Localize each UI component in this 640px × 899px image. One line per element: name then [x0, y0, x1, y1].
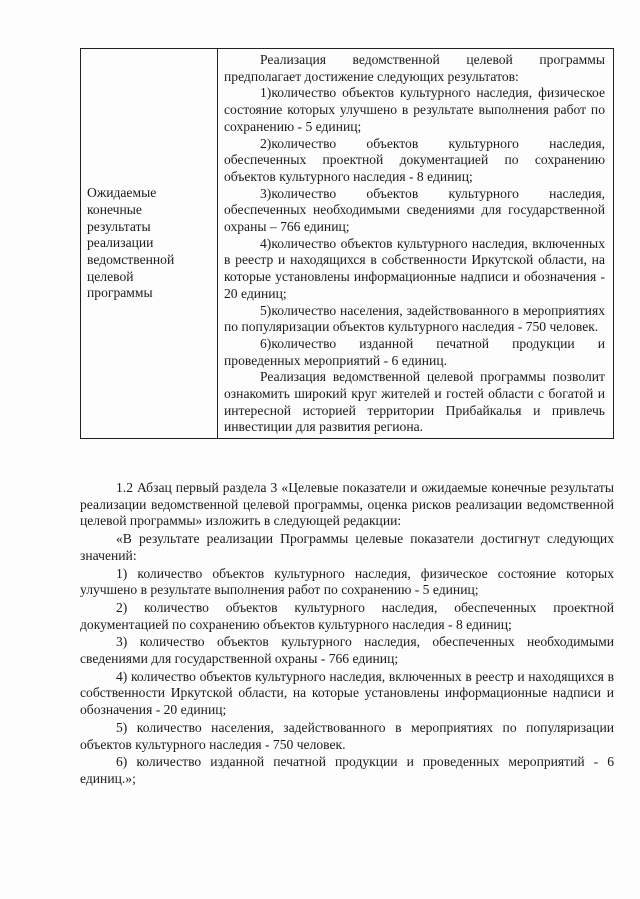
body-list-item: 1) количество объектов культурного наследия, физическое состояние которых улучшено в результате выполнения работ по сохранению - 5 единиц; — [80, 565, 614, 598]
body-list-item: 4) количество объектов культурного наследия, включенных в реестр и находящихся в собственности Иркутской области, на которые установлены информационные надписи и обозначения - 20 единиц; — [80, 668, 614, 718]
table-paragraph: 1)количество объектов культурного наследия, физическое состояние которых улучшено в результате выполнения работ по сохранению - 5 единиц; — [224, 85, 605, 134]
table-cell-label — [81, 49, 218, 439]
results-table — [80, 48, 614, 439]
body-list-item: 5) количество населения, задействованного в мероприятиях по популяризации объектов культурного наследия - 750 человек. — [80, 719, 614, 752]
body-list-item: 2) количество объектов культурного наследия, обеспеченных проектной документацией по сохранению объектов культурного наследия - 8 единиц; — [80, 599, 614, 632]
table-paragraph: 4)количество объектов культурного наследия, включенных в реестр и находящихся в собственности Иркутской области, на которые установлены информационные надписи и обозначения - 20 единиц; — [224, 235, 605, 301]
table-row — [81, 49, 614, 439]
table-paragraph: 2)количество объектов культурного наследия, обеспеченных проектной документацией по сохранению объектов культурного наследия - 8 единиц; — [224, 135, 605, 184]
body-text — [80, 480, 614, 789]
row-label: Ожидаемые конечные результаты реализации ведомственной целевой программы — [87, 185, 175, 301]
body-list-item: 6) количество изданной печатной продукции и проведенных мероприятий - 6 единиц.»; — [80, 754, 614, 786]
table-paragraph: Реализация ведомственной целевой программы предполагает достижение следующих результатов: — [224, 52, 605, 84]
table-cell-content — [218, 49, 614, 439]
body-list-item: 3) количество объектов культурного наследия, обеспеченных необходимыми сведениями для государственной охраны - 766 единиц; — [80, 634, 614, 667]
table-paragraph: 3)количество объектов культурного наследия, обеспеченных необходимыми сведениями для государственной охраны – 766 единиц; — [224, 185, 605, 235]
table-paragraph: 6)количество изданной печатной продукции и проведенных мероприятий - 6 единиц. — [224, 335, 605, 368]
body-paragraph: 1.2 Абзац первый раздела 3 «Целевые показатели и ожидаемые конечные результаты реализации ведомственной целевой программы, оценка рисков реализации ведомственной целевой программы» изложить в следующей редакции: — [80, 480, 614, 529]
table-paragraph: 5)количество населения, задействованного в мероприятиях по популяризации объектов культурного наследия - 750 человек. — [224, 302, 605, 335]
table-paragraph: Реализация ведомственной целевой программы позволит ознакомить широкий круг жителей и гостей области с богатой и интересной историей территории Прибайкалья и привлечь инвестиции для развития региона. — [224, 369, 605, 435]
body-paragraph: «В результате реализации Программы целевые показатели достигнут следующих значений: — [80, 531, 614, 563]
